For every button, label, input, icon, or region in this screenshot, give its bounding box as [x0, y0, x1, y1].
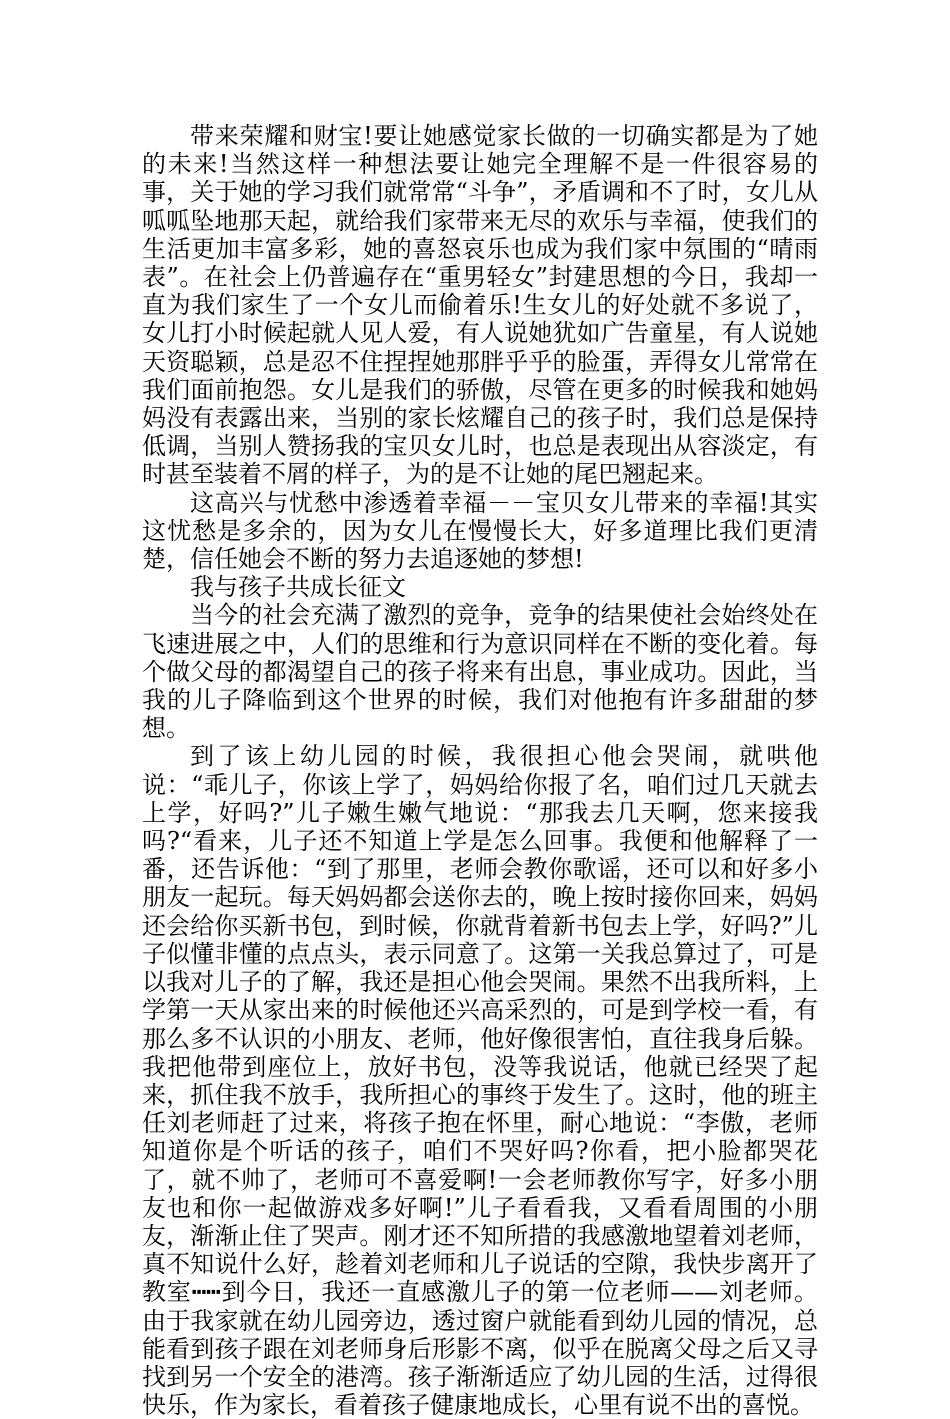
document-body	[142, 122, 818, 1419]
paragraph-continuation: 带来荣耀和财宝!要让她感觉家长做的一切确实都是为了她的未来!当然这样一种想法要让她完全理解不是一件很容易的事，关于她的学习我们就常常“斗争”，矛盾调和不了时，女儿从呱呱坠地那天起，就给我们家带来无尽的欢乐与幸福，使我们的生活更加丰富多彩，她的喜怒哀乐也成为我们家中氛围的“晴雨表”。在社会上仍普遍存在“重男轻女”封建思想的今日，我却一直为我们家生了一个女儿而偷着乐!生女儿的好处就不多说了，女儿打小时候起就人见人爱，有人说她犹如广告童星，有人说她天资聪颖，总是忍不住捏捏她那胖乎乎的脸蛋，弄得女儿常常在我们面前抱怨。女儿是我们的骄傲，尽管在更多的时候我和她妈妈没有表露出来，当别的家长炫耀自己的孩子时，我们总是保持低调，当别人赞扬我的宝贝女儿时，也总是表现出从容淡定，有时甚至装着不屑的样子，为的是不让她的尾巴翘起来。	[142, 122, 818, 489]
paragraph-intro: 当今的社会充满了激烈的竞争，竞争的结果使社会始终处在飞速进展之中，人们的思维和行为意识同样在不断的变化着。每个做父母的都渴望自己的孩子将来有出息，事业成功。因此，当我的儿子降临到这个世界的时候，我们对他抱有许多甜甜的梦想。	[142, 601, 818, 743]
paragraph-closing: 这高兴与忧愁中渗透着幸福－－宝贝女儿带来的幸福!其实这忧愁是多余的，因为女儿在慢慢长大，好多道理比我们更清楚，信任她会不断的努力去追逐她的梦想!	[142, 488, 818, 574]
essay-title: 我与孩子共成长征文	[190, 573, 406, 602]
paragraph-kindergarten: 到了该上幼儿园的时候，我很担心他会哭闹，就哄他说：“乖儿子，你该上学了，妈妈给你报了名，咱们过几天就去上学，好吗?”儿子嫩生嫩气地说：“那我去几天啊，您来接我吗?“看来，儿子还不知道上学是怎么回事。我便和他解释了一番，还告诉他：“到了那里，老师会教你歌谣，还可以和好多小朋友一起玩。每天妈妈都会送你去的，晚上按时接你回来，妈妈还会给你买新书包，到时候，你就背着新书包去上学，好吗?”儿子似懂非懂的点点头，表示同意了。这第一关我总算过了，可是以我对儿子的了解，我还是担心他会哭闹。果然不出我所料，上学第一天从家出来的时候他还兴高采烈的，可是到学校一看，有那么多不认识的小朋友、老师，他好像很害怕，直往我身后躲。我把他带到座位上，放好书包，没等我说话，他就已经哭了起来，抓住我不放手，我所担心的事终于发生了。这时，他的班主任刘老师赶了过来，将孩子抱在怀里，耐心地说：“李傲，老师知道你是个听话的孩子，咱们不哭好吗?你看，把小脸都哭花了，就不帅了，老师可不喜爱啊!一会老师教你写字，好多小朋友也和你一起做游戏多好啊!”儿子看看我，又看看周围的小朋友，渐渐止住了哭声。刚才还不知所措的我感激地望着刘老师，真不知说什么好，趁着刘老师和儿子说话的空隙，我快步离开了教室┅┅到今日，我还一直感激儿子的第一位老师——刘老师。由于我家就在幼儿园旁边，透过窗户就能看到幼儿园的情况，总能看到孩子跟在刘老师身后形影不离，似乎在脱离父母之后又寻找到另一个安全的港湾。孩子渐渐适应了幼儿园的生活，过得很快乐，作为家长，看着孩子健康地成长，心里有说不出的喜悦。	[142, 742, 818, 1419]
